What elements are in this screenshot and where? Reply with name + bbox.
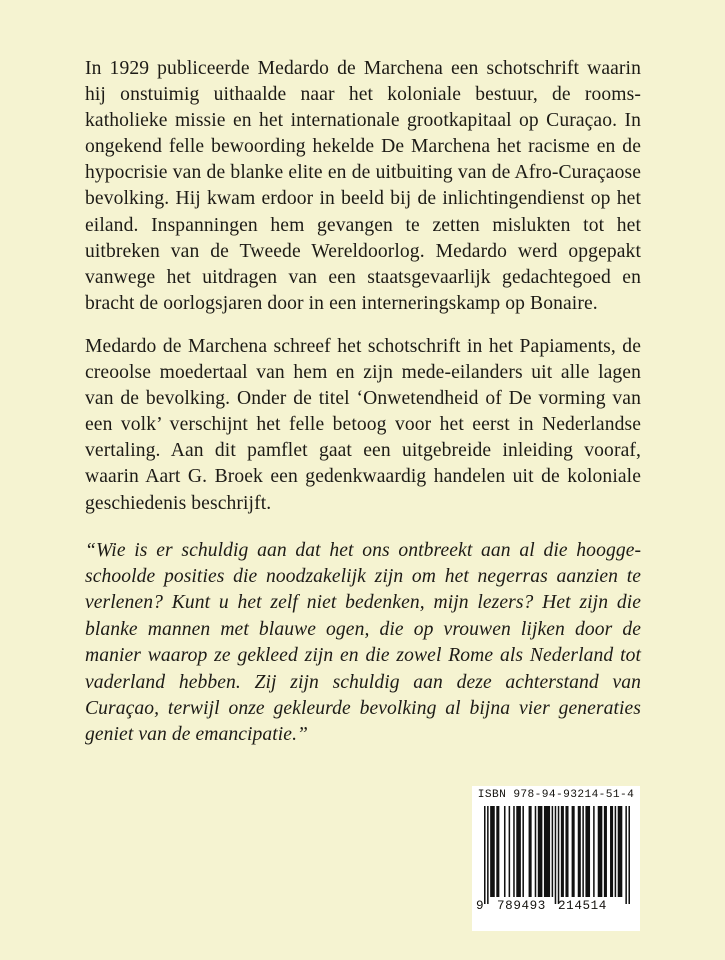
isbn-text: ISBN 978-94-93214-51-4: [477, 789, 635, 801]
blurb-paragraph-2: Medardo de Marchena schreef het schotschrift in het Papiaments, de creoolse moedertaal van hem en zijn mede-eilanders uit alle lagen van de bevolking. Onder de titel ‘Onwetendheid of De vorming van een volk’ verschijnt het felle betoog voor het eerst in Nederlandse vertaling. Aan dit pamflet gaat een uitgebreide inleiding vooraf, waarin Aart G. Broek een gedenkwaardig handelen uit de koloniale geschiedenis beschrijft.: [85, 335, 641, 514]
barcode-bars: [484, 806, 630, 904]
ean-left-group: 789493: [497, 899, 546, 913]
blurb-text-column: [85, 56, 641, 749]
ean13-barcode-svg: [484, 806, 630, 904]
ean-right-group: 214514: [558, 899, 607, 913]
blurb-pull-quote: “Wie is er schuldig aan dat het ons ontbreekt aan al die hooggeschoolde posities die noodzakelijk zijn om het negerras aanzien te verlenen? Kunt u het zelf niet bedenken, mijn lezers? Het zijn die blanke mannen met blauwe ogen, die op vrouwen lijken door de manier waarop ze gekleed zijn en die zowel Rome als Nederland tot vaderland hebben. Zij zijn schuldig aan deze achterstand van Curaçao, terwijl onze gekleurde bevolking al bijna vier generaties geniet van de emancipatie.”: [85, 539, 641, 746]
ean-lead-digit: 9: [476, 899, 485, 913]
isbn-barcode-block: [472, 786, 640, 931]
ean-digits: [472, 899, 640, 919]
blurb-paragraph-1: In 1929 publiceerde Medardo de Marchena een schotschrift waarin hij onstuimig uithaalde naar het koloniale bestuur, de rooms-katholieke missie en het internationale grootkapitaal op Curaçao. In ongekend felle bewoording hekelde De Marchena het racisme en de hypocrisie van de blanke elite en de uitbuiting van de Afro-Curaçaose bevolking. Hij kwam erdoor in beeld bij de inlichtingendienst op het eiland. Inspanningen hem gevangen te zetten mislukten tot het uitbreken van de Tweede Wereldoorlog. Medardo werd opgepakt vanwege het uitdragen van een staatsgevaarlijk gedachtegoed en bracht de oorlogsjaren door in een interneringskamp op Bonaire.: [85, 58, 641, 314]
